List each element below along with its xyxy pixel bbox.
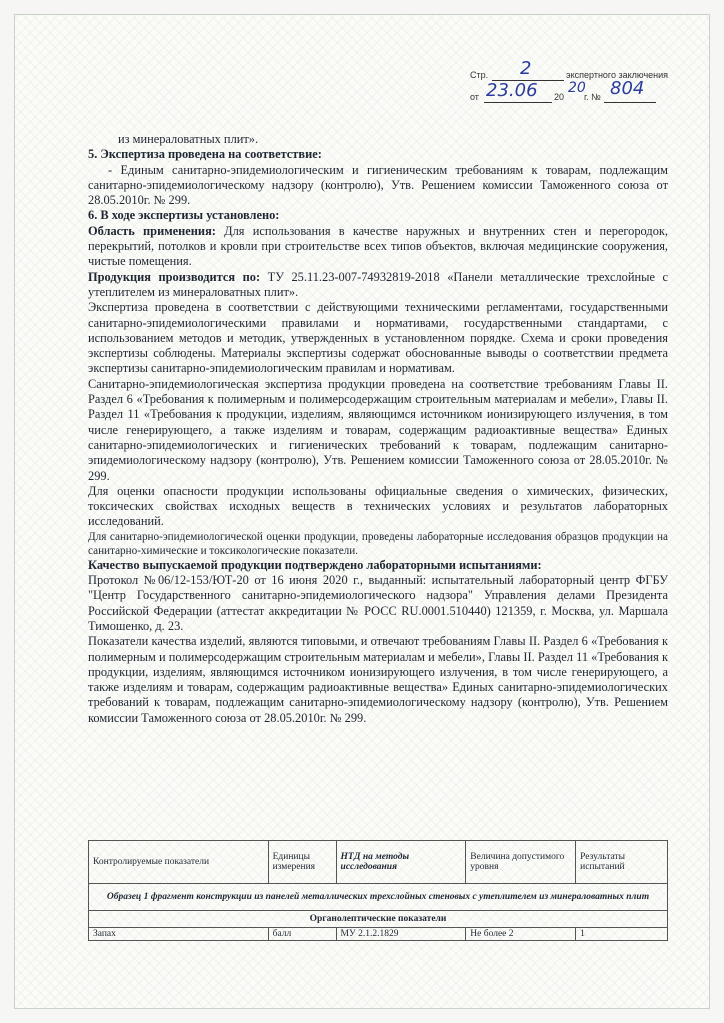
continuation-text: из минераловатных плит».	[118, 132, 259, 146]
document-body	[88, 132, 668, 726]
produced-label: Продукция производится по:	[88, 269, 261, 284]
paragraph-lab: Для санитарно-эпидемиологической оценки продукции, проведены лабораторные исследования образцов продукции на санитарно-химические и токсикологические показатели.	[88, 530, 668, 557]
quality-title: Качество выпускаемой продукции подтверждено лабораторными испытаниями:	[88, 557, 542, 572]
table-header-row	[89, 841, 668, 884]
cell-result: 1	[576, 928, 668, 941]
paragraph-indicators: Показатели качества изделий, являются типовыми, и отвечают требованиям Главы II. Раздел 6 «Требования к полимерным и полимерсодержащим строительным материалам и мебели», Главы II. Раздел 11 «Требования к продукции, изделиям, являющимся источником ионизирующего излучения, в том числе генерирующего, а также изделиям и товарам, содержащим радиоактивные вещества» Единых санитарно-эпидемиологических требований к товарам, подлежащим санитарно-эпидемиологическому надзору (контролю), Утв. Решением комиссии Таможенного союза от 28.05.2010г. № 299.	[88, 634, 668, 725]
scope-label: Область применения:	[88, 223, 216, 238]
cell-indicator: Запах	[89, 928, 269, 941]
stamp-date-value: 23.06	[486, 80, 538, 101]
header-method: НТД на методы исследования	[336, 841, 466, 884]
stamp-page-row	[470, 58, 669, 80]
produced-text: ТУ 25.11.23-007-74932819-2018 «Панели металлические трехслойные с утеплителем из минераловатных плит».	[88, 269, 668, 299]
page-stamp	[470, 58, 669, 112]
paragraph-methods: Экспертиза проведена в соответствии с действующими техническими регламентами, государственными санитарно-эпидемиологическими правилами и нормативами, государственными стандартами, с использованием методов и методик, утвержденных в установленном порядке. Схема и сроки проведения экспертизы соблюдены. Материалы экспертизы содержат обоснованные выводы о соответствии предмета экспертизы санитарно-эпидемиологическим правилам и нормативам.	[88, 300, 668, 376]
sample-description: Образец 1 фрагмент конструкции из панелей металлических трехслойных стеновых с утеплителем из минераловатных плит	[89, 884, 668, 911]
section-6-title: 6. В ходе экспертизы установлено:	[88, 208, 280, 223]
section-row	[89, 911, 668, 928]
stamp-page-number: 2	[520, 58, 532, 79]
header-result: Результаты испытаний	[576, 841, 668, 884]
section-title: Органолептические показатели	[89, 911, 668, 928]
paragraph-protocol: Протокол №06/12-153/ЮТ-20 от 16 июня 2020 г., выданный: испытательный лабораторный центр ФГБУ "Центр Государственного санитарно-эпидемиологического надзора" Управления делами Президента Российской Федерации (аттестат аккредитации № РОСС RU.0001.510440) 121359, г. Москва, ул. Маршала Тимошенко, д. 23.	[88, 573, 668, 633]
paragraph-requirements: Санитарно-эпидемиологическая экспертиза продукции проведена на соответствие требованиям Главы II. Раздел 6 «Требования к полимерным и полимерсодержащим строительным материалам и мебели», Главы II. Раздел 11 «Требования к продукции, изделиям, являющимся источником ионизирующего излучения, в том числе генерирующего, а также изделиям и товарам, содержащим радиоактивные вещества» Единых санитарно-эпидемиологических и гигиенических требований к товарам, подлежащим санитарно-эпидемиологическому надзору (контролю), Утв. Решением комиссии Таможенного союза от 28.05.2010г. № 299.	[88, 376, 668, 483]
stamp-number-label: г. №	[584, 92, 601, 102]
produced-paragraph	[88, 270, 668, 301]
cell-method: МУ 2.1.2.1829	[336, 928, 466, 941]
header-limit: Величина допустимого уровня	[466, 841, 576, 884]
stamp-date-prefix: от	[470, 92, 479, 102]
cell-unit: балл	[268, 928, 336, 941]
section-5-title: 5. Экспертиза проведена на соответствие:	[88, 147, 322, 162]
stamp-year-value: 20	[568, 80, 586, 96]
stamp-date-row	[470, 78, 645, 102]
stamp-page-label: Стр.	[470, 70, 489, 80]
table-row	[89, 928, 668, 941]
cell-limit: Не более 2	[466, 928, 576, 941]
scope-paragraph	[88, 224, 668, 270]
paragraph-hazard: Для оценки опасности продукции использованы официальные сведения о химических, физических, токсических свойствах исходных веществ в технических условиях и результатов лабораторных исследований.	[88, 483, 668, 529]
section-5-text: - Единым санитарно-эпидемиологическим и гигиеническим требованиям к товарам, подлежащим санитарно-эпидемиологическому надзору (контролю), Утв. Решением комиссии Таможенного союза от 28.05.2010г. № 299.	[88, 162, 668, 208]
stamp-conclusion-label: экспертного заключения	[566, 70, 669, 80]
stamp-year-prefix: 20	[554, 92, 565, 102]
header-indicator: Контролируемые показатели	[89, 841, 269, 884]
scope-text: Для использования в качестве наружных и внутренних стен и перегородок, перекрытий, потолков и кровли при строительстве всех типов объектов, включая медицинские сооружения, чистые помещения.	[88, 223, 669, 269]
header-unit: Единицы измерения	[268, 841, 336, 884]
results-table	[88, 840, 668, 941]
sample-row	[89, 884, 668, 911]
stamp-number-value: 804	[610, 78, 645, 99]
